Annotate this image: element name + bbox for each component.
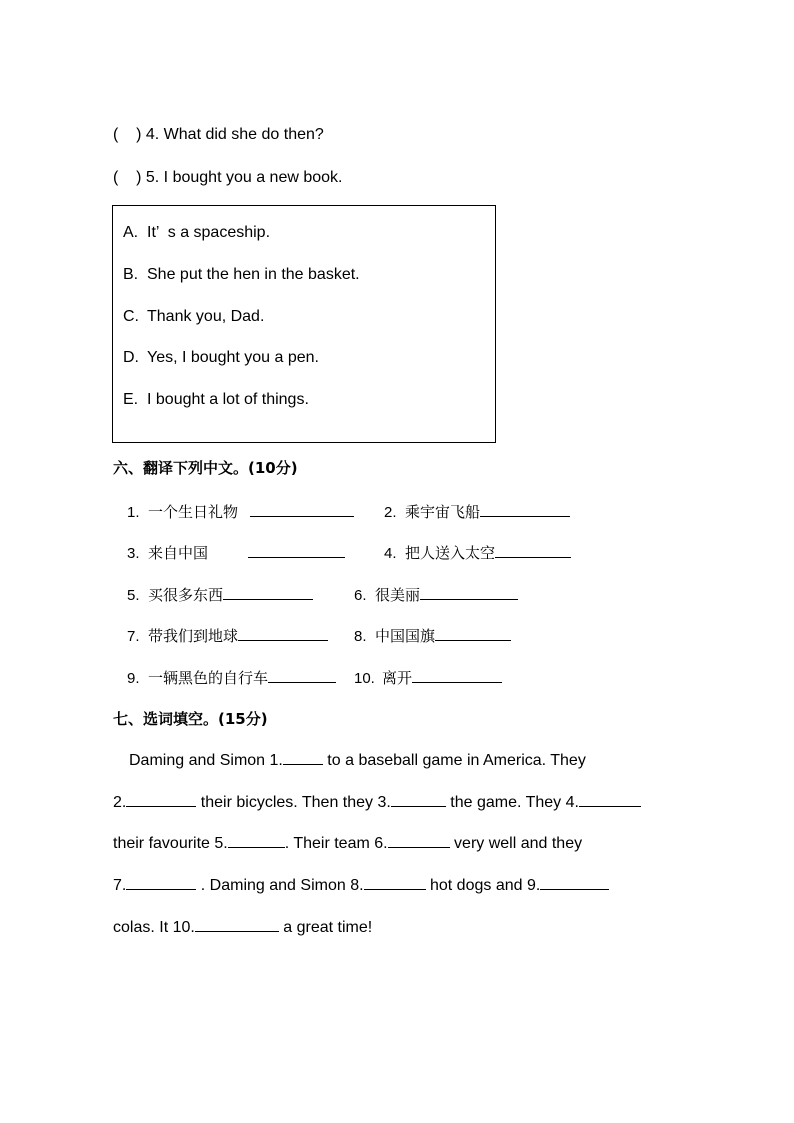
passage-text: a great time! xyxy=(278,919,373,936)
item-number: 5. xyxy=(127,587,140,604)
item-text: 带我们到地球 xyxy=(148,627,239,645)
passage-text: their favourite 5. xyxy=(113,835,228,852)
option-letter: D. xyxy=(123,349,139,366)
passage-line-3 xyxy=(113,832,582,854)
item-number: 1. xyxy=(127,504,140,521)
translation-item-1 xyxy=(127,501,354,523)
question-4 xyxy=(113,125,324,145)
option-text: I bought a lot of things. xyxy=(147,391,309,408)
item-text: 一个生日礼物 xyxy=(148,503,239,521)
passage-text: . Their team 6. xyxy=(284,835,388,852)
item-text: 一辆黑色的自行车 xyxy=(148,669,269,687)
answer-blank[interactable] xyxy=(268,667,336,683)
answer-blank[interactable] xyxy=(248,542,345,558)
question-text: 4. What did she do then? xyxy=(145,126,324,143)
passage-text: 2. xyxy=(113,794,127,811)
passage-line-4 xyxy=(113,874,609,896)
option-text: Yes, I bought you a pen. xyxy=(147,349,319,366)
item-text: 离开 xyxy=(382,669,413,687)
passage-line-1 xyxy=(129,749,586,771)
item-number: 3. xyxy=(127,545,140,562)
passage-line-5 xyxy=(113,916,372,938)
answer-blank[interactable] xyxy=(435,625,511,641)
passage-text: 7. xyxy=(113,877,127,894)
translation-item-4 xyxy=(384,542,571,564)
item-number: 8. xyxy=(354,628,367,645)
item-text: 中国国旗 xyxy=(375,627,436,645)
item-number: 4. xyxy=(384,545,397,562)
option-text: Thank you, Dad. xyxy=(147,308,265,325)
answer-blank-9[interactable] xyxy=(540,874,609,890)
answer-blank-5[interactable] xyxy=(228,832,285,848)
passage-text: colas. It 10. xyxy=(113,919,195,936)
option-letter: E. xyxy=(123,391,139,408)
option-letter: A. xyxy=(123,224,139,241)
item-text: 很美丽 xyxy=(375,586,421,604)
option-letter: C. xyxy=(123,308,139,325)
option-text: It’ s a spaceship. xyxy=(147,224,271,241)
answer-blank[interactable] xyxy=(412,667,502,683)
passage-text: very well and they xyxy=(449,835,583,852)
passage-text: hot dogs and 9. xyxy=(425,877,541,894)
answer-blank[interactable] xyxy=(223,584,313,600)
question-5 xyxy=(113,168,342,188)
item-number: 7. xyxy=(127,628,140,645)
passage-text: Daming and Simon 1. xyxy=(129,752,283,769)
section-7-title: 七、选词填空。(15分) xyxy=(113,710,268,728)
answer-blank[interactable] xyxy=(238,625,328,641)
item-number: 10. xyxy=(354,670,375,687)
answer-blank-6[interactable] xyxy=(388,832,450,848)
answer-blank-8[interactable] xyxy=(364,874,426,890)
translation-item-9 xyxy=(127,667,336,689)
answer-blank[interactable] xyxy=(495,542,571,558)
translation-item-3 xyxy=(127,542,345,564)
passage-text: to a baseball game in America. They xyxy=(322,752,586,769)
item-text: 买很多东西 xyxy=(148,586,224,604)
answer-options-box xyxy=(112,205,496,443)
passage-text: . Daming and Simon 8. xyxy=(196,877,364,894)
translation-item-5 xyxy=(127,584,313,606)
option-a xyxy=(123,223,270,243)
answer-paren[interactable]: ( ) xyxy=(113,169,142,186)
item-number: 6. xyxy=(354,587,367,604)
translation-item-6 xyxy=(354,584,518,606)
answer-blank-4[interactable] xyxy=(579,791,641,807)
translation-item-2 xyxy=(384,501,570,523)
passage-line-2 xyxy=(113,791,641,813)
answer-blank-1[interactable] xyxy=(283,749,323,765)
item-number: 2. xyxy=(384,504,397,521)
item-text: 把人送入太空 xyxy=(405,544,496,562)
section-6-title: 六、翻译下列中文。(10分) xyxy=(113,459,298,477)
answer-paren[interactable]: ( ) xyxy=(113,126,142,143)
translation-item-7 xyxy=(127,625,328,647)
option-d xyxy=(123,348,319,368)
answer-blank-10[interactable] xyxy=(195,916,279,932)
answer-blank-7[interactable] xyxy=(126,874,196,890)
option-c xyxy=(123,307,264,327)
option-letter: B. xyxy=(123,266,139,283)
item-text: 乘宇宙飞船 xyxy=(405,503,481,521)
item-text: 来自中国 xyxy=(148,544,209,562)
option-text: She put the hen in the basket. xyxy=(147,266,360,283)
option-e xyxy=(123,390,309,410)
question-text: 5. I bought you a new book. xyxy=(145,169,343,186)
passage-text: the game. They 4. xyxy=(445,794,579,811)
item-number: 9. xyxy=(127,670,140,687)
answer-blank[interactable] xyxy=(250,501,354,517)
option-b xyxy=(123,265,360,285)
passage-text: their bicycles. Then they 3. xyxy=(196,794,391,811)
answer-blank-2[interactable] xyxy=(126,791,196,807)
translation-item-8 xyxy=(354,625,511,647)
translation-item-10 xyxy=(354,667,502,689)
answer-blank[interactable] xyxy=(480,501,570,517)
answer-blank[interactable] xyxy=(420,584,518,600)
answer-blank-3[interactable] xyxy=(391,791,446,807)
